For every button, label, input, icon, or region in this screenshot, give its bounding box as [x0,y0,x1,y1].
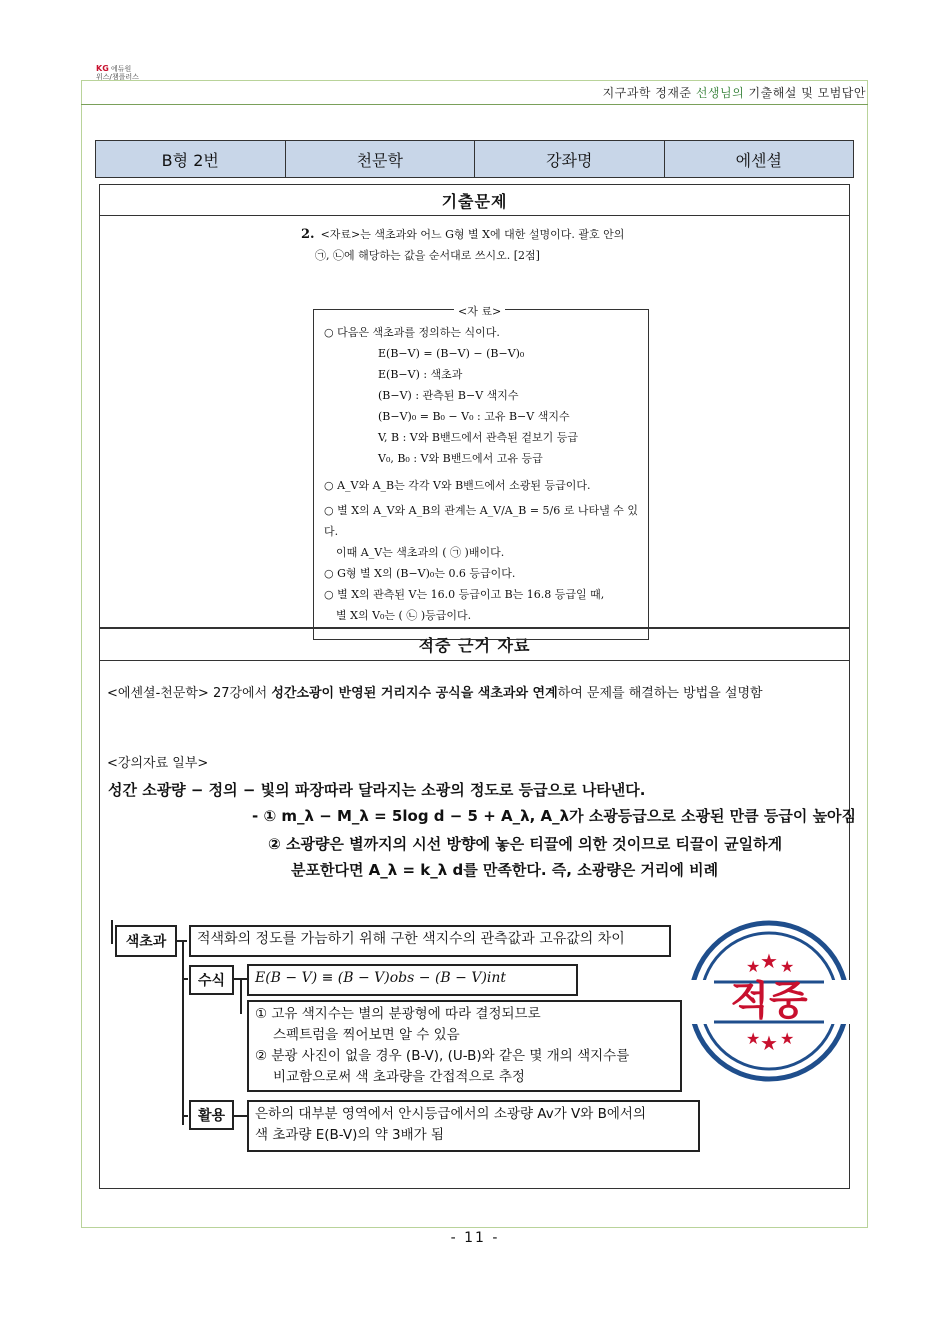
section-title: 기출문제 [100,185,849,216]
stamp-text: 적중 [730,978,808,1024]
info-bar [95,140,854,178]
page-number: - 11 - [450,1230,500,1246]
definition-box: 적색화의 정도를 가늠하기 위해 구한 색지수의 관측값과 고유값의 차이 [189,925,671,957]
data-box: <자 료> ○ 다음은 색초과를 정의하는 식이다. E(B−V) = (B−V) − (B−V)₀ E(B−V) : 색초과 (B−V) : 관측된 B−V 색지수 (B−V)₀ = B₀ − V₀ : 고유 B−V 색지수 V, B : V와 B밴드에서 관측된 겉보기 등급 V₀, B₀ : V와 B밴드에서 고유 등급 ○ A_V와 A_B는 각각 V와 B밴드에서 소광된 등급이다. ○ 별 X의 A_V와 A_B의 관계는 A_V/A_B = 5/6 로 나타낼 수 있다. 이때 A_V는 색초과의 ( ㉠ )배이다. ○ G형 별 X의 (B−V)₀는 0.6 등급이다. ○ 별 X의 관측된 V는 16.0 등급이고 B는 16.8 등급일 때, 별 X의 V₀는 ( ㉡ )등급이다. [313,309,649,640]
lecture-line: 분포한다면 A_λ = k_λ d를 만족한다. 즉, 소광량은 거리에 비례 [291,861,719,879]
info-cell: 천문학 [286,141,476,177]
svg-text:★: ★ [746,1029,761,1048]
section-title: 적중 근거 자료 [100,628,849,661]
lecture-label: <강의자료 일부> [107,756,209,771]
application-box: 은하의 대부분 영역에서 안시등급에서의 소광량 Av가 V와 B에서의 색 초과량 E(B-V)의 약 3배가 됨 [247,1100,700,1152]
info-cell: 에센셜 [735,150,782,170]
lecture-line: ② 소광량은 별까지의 시선 방향에 놓은 티끌에 의한 것이므로 티끌이 균일하게 [268,835,783,853]
svg-text:★: ★ [780,1029,795,1048]
basis-paragraph: <에센셜-천문학> 27강에서 성간소광이 반영된 거리지수 공식을 색초과와 연계하여 문제를 해결하는 방법을 설명함 [107,686,763,701]
info-cell: 강좌명 [475,141,665,177]
problem-area [100,216,849,628]
info-cell: B형 2번 [96,141,286,177]
tag-formula: 수식 [189,965,234,995]
svg-text:★: ★ [746,957,761,976]
svg-text:★: ★ [760,1031,778,1055]
page-header: 지구과학 정재준 선생님의 기출해설 및 모범답안 [602,86,866,100]
lecture-line: 성간 소광량 − 정의 − 빛의 파장따라 달라지는 소광의 정도로 등급으로 나타낸다. [108,781,646,799]
lecture-line: - ① m_λ − M_λ = 5log d − 5 + A_λ, A_λ가 소광등급으로 소광된 만큼 등급이 높아짐 [252,807,857,825]
notes-box: ① 고유 색지수는 별의 분광형에 따라 결정되므로 스펙트럼을 찍어보면 알 수 있음 ② 분광 사진이 없을 경우 (B-V), (U-B)와 같은 몇 개의 색지수를 비교함으로써 색 초과량을 간접적으로 추정 [247,1000,682,1092]
svg-text:★: ★ [760,949,778,973]
hit-stamp [688,920,850,1082]
tag-application: 활용 [189,1100,234,1130]
formula-box: E(B − V) ≡ (B − V)obs − (B − V)int [247,964,578,996]
logo: KG 에듀원 위스/챔플러스 [96,64,139,81]
header-rule [81,104,868,105]
svg-text:★: ★ [780,957,795,976]
tag-color-excess: 색초과 [115,925,177,957]
question: 2. <자료>는 색초과와 어느 G형 별 X에 대한 설명이다. 괄호 안의 ㉠, ㉡에 해당하는 값을 순서대로 쓰시오. [2점] [301,227,625,262]
